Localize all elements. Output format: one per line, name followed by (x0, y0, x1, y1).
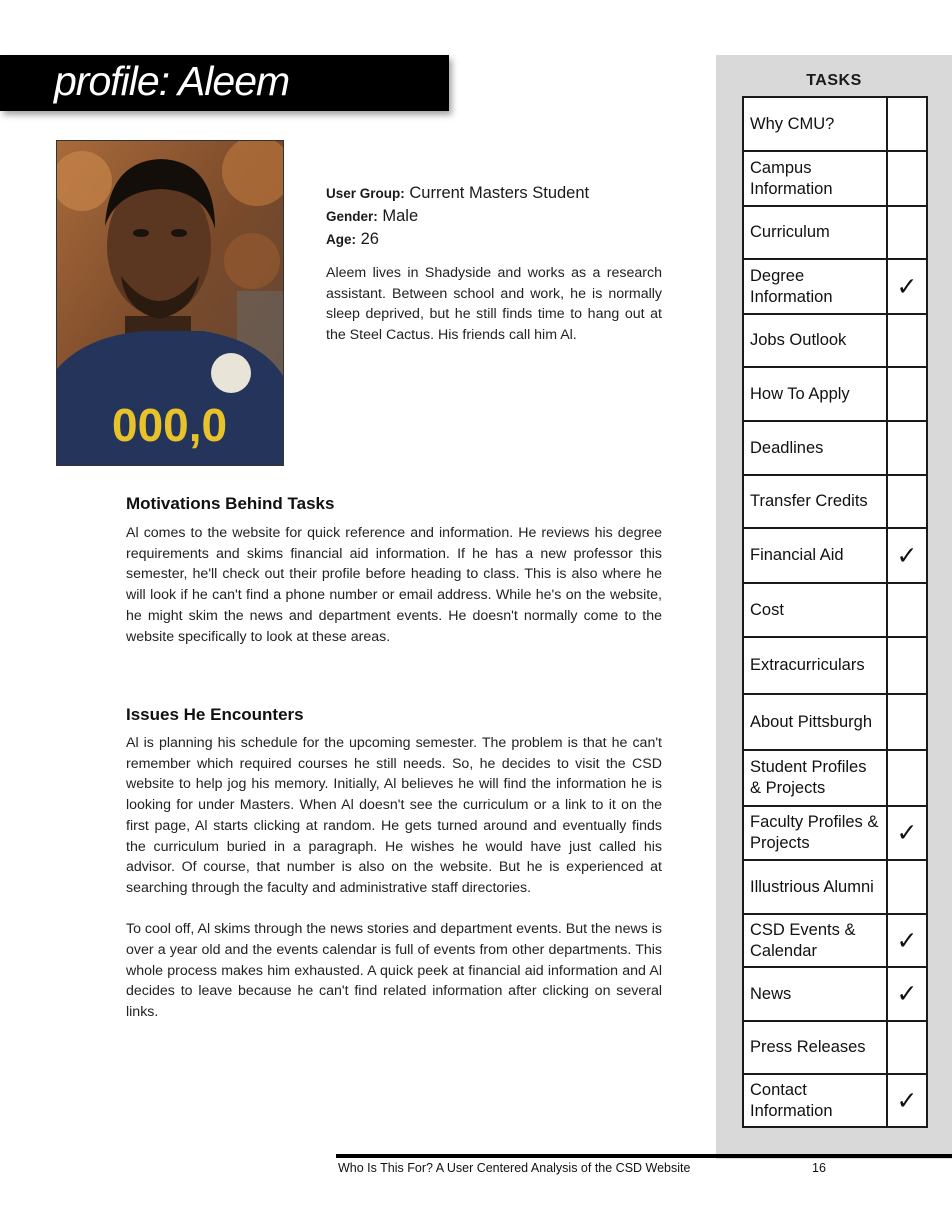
checkmark-icon: ✓ (896, 1086, 918, 1115)
task-label: How To Apply (744, 368, 888, 420)
tasks-title: TASKS (806, 72, 862, 89)
task-row (742, 860, 928, 914)
task-label: Curriculum (744, 207, 888, 258)
empty-check-cell (888, 368, 926, 420)
checkmark-icon: ✓ (896, 819, 918, 847)
checkmark-icon: ✓ (896, 980, 918, 1008)
profile-details (326, 182, 666, 251)
task-row (742, 914, 928, 967)
gender-label: Gender: (326, 209, 378, 224)
profile-photo (56, 140, 284, 466)
task-row (742, 314, 928, 367)
task-row (742, 151, 928, 206)
age-value: 26 (360, 230, 379, 248)
task-label: Deadlines (744, 422, 888, 474)
task-row (742, 1074, 928, 1128)
task-row (742, 528, 928, 583)
profile-photo-image (57, 141, 283, 465)
age-line (326, 228, 666, 251)
task-label: Extracurriculars (744, 638, 888, 693)
task-label: Financial Aid (744, 529, 888, 582)
task-label: CSD Events & Calendar (744, 915, 888, 966)
page-title-bar (0, 55, 449, 111)
motivations-heading: Motivations Behind Tasks (126, 494, 335, 513)
task-label: Jobs Outlook (744, 315, 888, 366)
task-label: News (744, 968, 888, 1020)
task-row (742, 421, 928, 475)
task-row (742, 806, 928, 860)
motivations-text (126, 523, 662, 647)
footer-text: Who Is This For? A User Centered Analysis of the CSD Website (338, 1161, 691, 1175)
task-label: Why CMU? (744, 98, 888, 150)
task-row (742, 367, 928, 421)
task-label: Press Releases (744, 1022, 888, 1073)
task-row (742, 259, 928, 314)
checkmark-icon: ✓ (896, 541, 918, 570)
empty-check-cell (888, 315, 926, 366)
task-row (742, 750, 928, 806)
user-group-value: Current Masters Student (409, 184, 590, 202)
empty-check-cell (888, 152, 926, 205)
task-row (742, 206, 928, 259)
task-label: Transfer Credits (744, 476, 888, 527)
user-group-line (326, 182, 666, 205)
task-row (742, 96, 928, 151)
user-group-label: User Group: (326, 186, 405, 201)
empty-check-cell (888, 861, 926, 913)
empty-check-cell (888, 751, 926, 805)
checkmark-icon: ✓ (896, 926, 918, 955)
task-label: Faculty Profiles & Projects (744, 807, 888, 859)
task-label: Student Profiles & Projects (744, 751, 888, 805)
task-label: Illustrious Alumni (744, 861, 888, 913)
task-label: Degree Information (744, 260, 888, 313)
gender-line (326, 205, 666, 228)
task-row (742, 694, 928, 750)
task-row (742, 583, 928, 637)
task-row (742, 475, 928, 528)
issues-text (126, 733, 662, 1023)
gender-value: Male (382, 207, 419, 225)
svg-text:000,0: 000,0 (112, 399, 228, 451)
motivations-paragraph: Al comes to the website for quick reference and information. He reviews his degree requirements and skims financial aid information. If he has a new professor this semester, he'll check out their profile before heading to class. This is also where he will look if he can't find a phone number or email address. While he's on the website, he might skim the news and department events. He doesn't normally come to the website specifically to look at these areas. (126, 525, 662, 645)
task-label: Cost (744, 584, 888, 636)
checkmark-icon: ✓ (896, 272, 918, 301)
task-label: About Pittsburgh (744, 695, 888, 749)
empty-check-cell (888, 98, 926, 150)
page-number: 16 (812, 1161, 826, 1175)
tasks-table (742, 96, 928, 1128)
empty-check-cell (888, 476, 926, 527)
empty-check-cell (888, 584, 926, 636)
issues-paragraph-1: Al is planning his schedule for the upcoming semester. The problem is that he can't remember which required courses he still needs. So, he decides to visit the CSD website to help jog his memory. Initially, Al believes he will find the information he is looking for under Masters. When Al doesn't see the curriculum or a link to it on the first page, Al starts clicking at random. He gets turned around and eventually finds the curriculum buried in a paragraph. He wishes he would have just called his advisor. Of course, that number is also on the website. But he is experienced at searching through the faculty and administrative staff directories. (126, 735, 662, 896)
age-label: Age: (326, 232, 356, 247)
empty-check-cell (888, 422, 926, 474)
task-row (742, 1021, 928, 1074)
task-label: Contact Information (744, 1075, 888, 1126)
empty-check-cell (888, 695, 926, 749)
profile-bio: Aleem lives in Shadyside and works as a research assistant. Between school and work, he is normally sleep deprived, but he still finds time to hang out at the Steel Cactus. His friends call him Al. (326, 265, 662, 343)
task-label: Campus Information (744, 152, 888, 205)
task-row (742, 637, 928, 694)
issues-paragraph-2: To cool off, Al skims through the news stories and department events. But the news is over a year old and the events calendar is full of events from other departments. This whole process makes him exhausted. A quick peek at financial aid information and Al decides to leave because he can't find related information after clicking on several links. (126, 921, 662, 1021)
page-title: profile: Aleem (54, 58, 290, 104)
task-row (742, 967, 928, 1021)
issues-heading: Issues He Encounters (126, 705, 304, 724)
footer-rule (336, 1154, 952, 1158)
empty-check-cell (888, 207, 926, 258)
empty-check-cell (888, 1022, 926, 1073)
empty-check-cell (888, 638, 926, 693)
